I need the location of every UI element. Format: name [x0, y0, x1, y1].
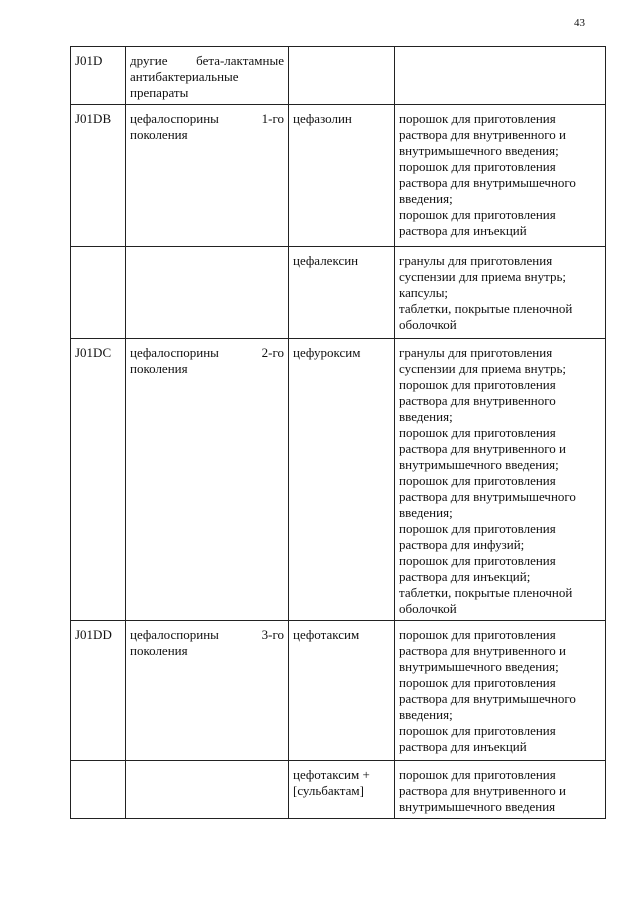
group-text: цефалоспорины	[130, 111, 219, 126]
group-line	[130, 627, 284, 643]
group-cell	[126, 247, 289, 339]
table-row	[71, 47, 606, 105]
dosage-form: порошок для приготовления раствора для инфузий;	[399, 521, 556, 552]
atc-code-cell	[71, 247, 126, 339]
table-row	[71, 761, 606, 819]
dosage-forms-cell	[395, 761, 606, 819]
dosage-form: порошок для приготовления раствора для внутримышечного введения;	[399, 159, 576, 206]
table-row	[71, 621, 606, 761]
group-cell	[126, 761, 289, 819]
group-text: антибактериальные препараты	[130, 69, 239, 100]
drug-name-cell: цефалексин	[289, 247, 395, 339]
group-text: 1-го	[261, 111, 284, 126]
dosage-form: гранулы для приготовления суспензии для приема внутрь;	[399, 253, 567, 284]
dosage-form: порошок для приготовления раствора для инъекций;	[399, 553, 556, 584]
dosage-forms-cell	[395, 47, 606, 105]
dosage-form: порошок для приготовления раствора для внутримышечного введения;	[399, 473, 576, 520]
group-line	[130, 111, 284, 127]
group-cell	[126, 621, 289, 761]
table-row	[71, 105, 606, 247]
group-text: 3-го	[261, 627, 284, 642]
group-line	[130, 53, 284, 69]
dosage-form: порошок для приготовления раствора для внутривенного и внутримышечного введения;	[399, 425, 566, 472]
group-line	[130, 345, 284, 361]
dosage-form: порошок для приготовления раствора для внутривенного и внутримышечного введения;	[399, 111, 566, 158]
dosage-form: гранулы для приготовления суспензии для приема внутрь;	[399, 345, 567, 376]
dosage-form: порошок для приготовления раствора для внутривенного и внутримышечного введения;	[399, 627, 566, 674]
dosage-form: порошок для приготовления раствора для инъекций	[399, 723, 556, 754]
dosage-forms-cell	[395, 105, 606, 247]
drug-name-cell: цефазолин	[289, 105, 395, 247]
drug-classification-table	[70, 46, 606, 819]
drug-name-cell: цефотаксим + [сульбактам]	[289, 761, 395, 819]
atc-code-cell: J01DD	[71, 621, 126, 761]
atc-code-cell: J01D	[71, 47, 126, 105]
group-text: цефалоспорины	[130, 345, 219, 360]
group-cell	[126, 105, 289, 247]
table-row	[71, 247, 606, 339]
dosage-forms-cell	[395, 339, 606, 621]
dosage-form: капсулы;	[399, 285, 449, 300]
dosage-form: порошок для приготовления раствора для внутримышечного введения;	[399, 675, 576, 722]
group-text: 2-го	[261, 345, 284, 360]
drug-name-cell	[289, 47, 395, 105]
group-text: поколения	[130, 127, 188, 142]
dosage-form: порошок для приготовления раствора для внутривенного введения;	[399, 377, 556, 424]
group-cell	[126, 339, 289, 621]
atc-code-cell: J01DB	[71, 105, 126, 247]
dosage-form: таблетки, покрытые пленочной оболочкой	[399, 301, 573, 332]
dosage-form: порошок для приготовления раствора для инъекций	[399, 207, 556, 238]
dosage-forms-cell	[395, 621, 606, 761]
atc-code-cell	[71, 761, 126, 819]
dosage-forms-cell	[395, 247, 606, 339]
group-text: бета-лактамные	[196, 53, 284, 68]
atc-code-cell: J01DC	[71, 339, 126, 621]
drug-name-cell: цефуроксим	[289, 339, 395, 621]
group-text: цефалоспорины	[130, 627, 219, 642]
group-text: поколения	[130, 643, 188, 658]
dosage-form: таблетки, покрытые пленочной оболочкой	[399, 585, 573, 616]
table-row	[71, 339, 606, 621]
group-text: поколения	[130, 361, 188, 376]
group-cell	[126, 47, 289, 105]
page-number: 43	[574, 17, 585, 29]
dosage-form: порошок для приготовления раствора для внутривенного и внутримышечного введения	[399, 767, 566, 814]
drug-name-cell: цефотаксим	[289, 621, 395, 761]
group-text: другие	[130, 53, 168, 68]
